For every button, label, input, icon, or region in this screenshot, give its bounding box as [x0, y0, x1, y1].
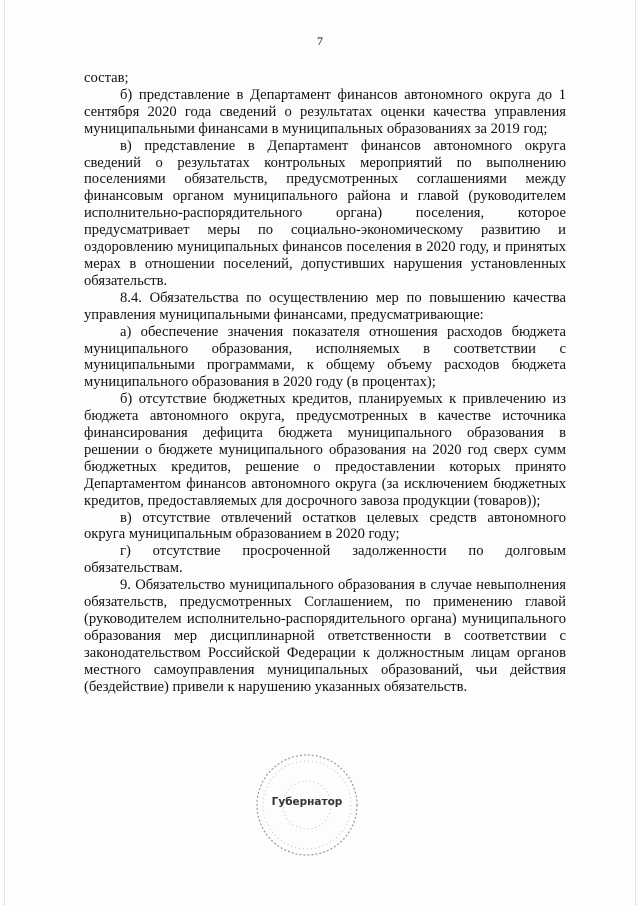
paragraph-continuation: состав;	[84, 70, 129, 86]
paragraph-section-8-4: 8.4. Обязательства по осуществлению мер по повышению качества управления муниципальными финансами, предусматривающие:	[84, 289, 566, 323]
paragraph-item-b-report-quality: б) представление в Департамент финансов автономного округа до 1 сентября 2020 года сведений о результатах оценки качества управления муниципальными финансами в муниципальных образованиях за 2019 год;	[84, 86, 566, 137]
document-body	[84, 70, 566, 696]
paragraph-item-g-overdue-debt: г) отсутствие просроченной задолженности по долговым обязательствам.	[84, 543, 566, 577]
paragraph-item-b-budget-credits: б) отсутствие бюджетных кредитов, планируемых к привлечению из бюджета автономного округа, предусмотренных в качестве источника финансирования дефицита бюджета муниципального образования в решении о бюджете муниципального образования на 2020 год сверх сумм бюджетных кредитов, решение о предоставлении которых принято Департаментом финансов автономного округа (за исключением бюджетных кредитов, предоставляемых для досрочного завоза продукции (товаров));	[84, 391, 566, 509]
page-number: 7	[317, 34, 323, 48]
paragraph-item-a-program-expenses: а) обеспечение значения показателя отношения расходов бюджета муниципального образования, исполняемых в соответствии с муниципальными программами, к общему объему расходов бюджета муниципального образования в 2020 году (в процентах);	[84, 323, 566, 391]
paragraph-section-9: 9. Обязательство муниципального образования в случае невыполнения обязательств, предусмотренных Соглашением, по применению главой (руководителем исполнительно-распорядительного органа) муниципального образования мер дисциплинарной ответственности в соответствии с законодательством Российской Федерации к должностным лицам органов местного самоуправления муниципальных образований, чьи действия (бездействие) привели к нарушению указанных обязательств.	[84, 577, 566, 695]
governor-stamp	[254, 752, 360, 858]
scan-edge-left	[4, 0, 6, 905]
scan-edge-right	[634, 0, 636, 905]
paragraph-item-v-target-funds: в) отсутствие отвлечений остатков целевых средств автономного округа муниципальным образованием в 2020 году;	[84, 509, 566, 543]
stamp-label: Губернатор	[271, 796, 343, 808]
paragraph-item-v-control-results: в) представление в Департамент финансов автономного округа сведений о результатах контрольных мероприятий по выполнению поселениями обязательств, предусмотренных соглашениями между финансовым органом муниципального района и главой (руководителем исполнительно-распорядительного органа) поселения, которое предусматривает меры по социально-экономическому развитию и оздоровлению муниципальных финансов поселения в 2020 году, и принятых мерах в отношении поселений, допустивших нарушения установленных обязательств.	[84, 137, 566, 289]
